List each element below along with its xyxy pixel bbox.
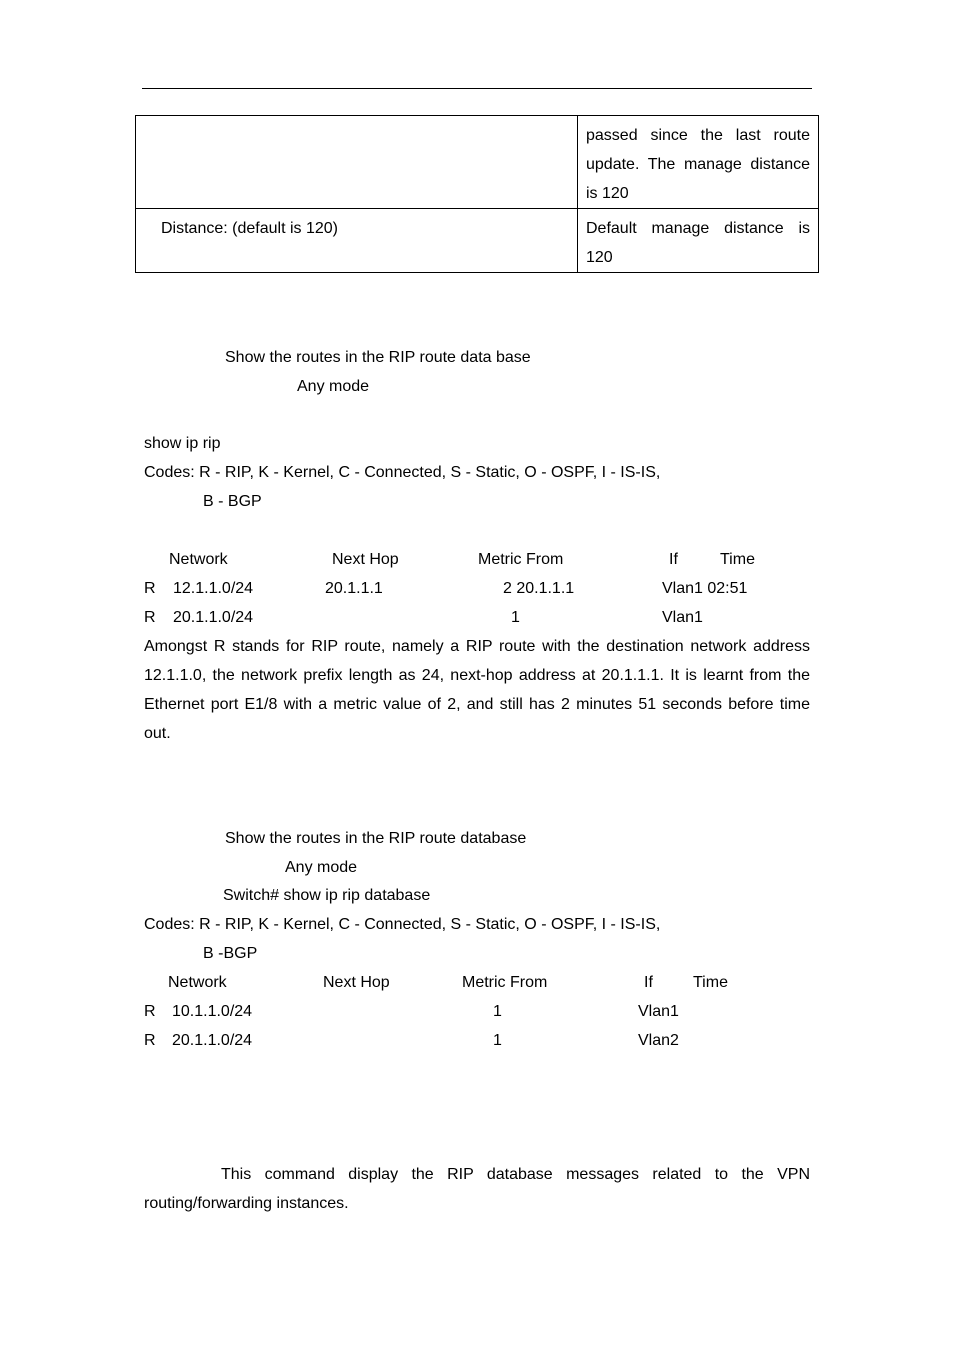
cmd1-header-if: If	[669, 551, 678, 568]
cmd1-codes-line2: B - BGP	[203, 493, 262, 510]
cmd1-mode: Any mode	[297, 378, 370, 395]
route-if: Vlan1	[638, 1003, 679, 1020]
route-network: 20.1.1.0/24	[172, 1032, 253, 1049]
cmd2-header-nexthop: Next Hop	[323, 974, 390, 991]
route-if-time: Vlan1 02:51	[662, 580, 748, 597]
cmd2-function: Show the routes in the RIP route database	[225, 830, 527, 847]
route-nexthop: 20.1.1.1	[325, 580, 383, 597]
cmd1-header-time: Time	[720, 551, 755, 568]
header-rule	[142, 88, 812, 89]
table-row	[136, 209, 819, 273]
cmd1-header-network: Network	[169, 551, 228, 568]
desc-cell: passed since the last route update. The manage distance is 120	[578, 116, 819, 209]
cmd1-explanation: Amongst R stands for RIP route, namely a RIP route with the destination network address 12.1.1.0, the network prefix length as 24, next-hop address at 20.1.1.1. It is learnt from the Ethernet port E1/8 with a metric value of 2, and still has 2 minutes 51 seconds before time out.	[144, 638, 810, 742]
route-network: 12.1.1.0/24	[173, 580, 254, 597]
cmd1-command: show ip rip	[144, 435, 221, 452]
route-metric-from: 2 20.1.1.1	[503, 580, 575, 597]
parameter-table	[135, 115, 819, 273]
cmd1-header-nexthop: Next Hop	[332, 551, 399, 568]
route-network: 20.1.1.0/24	[173, 609, 254, 626]
route-metric-from: 1	[511, 609, 520, 626]
table-row	[136, 116, 819, 209]
route-code: R	[144, 1032, 156, 1049]
route-if-time: Vlan1	[662, 609, 703, 626]
cmd2-mode: Any mode	[285, 859, 358, 876]
route-code: R	[144, 609, 156, 626]
route-if: Vlan2	[638, 1032, 679, 1049]
cmd2-example: Switch# show ip rip database	[223, 887, 431, 904]
cmd2-header-if: If	[644, 974, 653, 991]
desc-cell: Default manage distance is 120	[578, 209, 819, 273]
param-cell	[136, 116, 578, 209]
cmd2-header-network: Network	[168, 974, 227, 991]
route-metric-from: 1	[493, 1003, 502, 1020]
cmd1-header-metric: Metric From	[478, 551, 564, 568]
cmd2-header-metric: Metric From	[462, 974, 548, 991]
route-code: R	[144, 580, 156, 597]
route-network: 10.1.1.0/24	[172, 1003, 253, 1020]
cmd2-codes-line1: Codes: R - RIP, K - Kernel, C - Connected, S - Static, O - OSPF, I - IS-IS,	[144, 916, 661, 933]
param-cell: Distance: (default is 120)	[136, 209, 578, 273]
cmd2-header-time: Time	[693, 974, 728, 991]
cmd1-function: Show the routes in the RIP route data base	[225, 349, 531, 366]
cmd3-usage: This command display the RIP database messages related to the VPN routing/forwarding instances.	[144, 1166, 810, 1212]
route-code: R	[144, 1003, 156, 1020]
cmd1-codes-line1: Codes: R - RIP, K - Kernel, C - Connected, S - Static, O - OSPF, I - IS-IS,	[144, 464, 661, 481]
cmd2-codes-line2: B -BGP	[203, 945, 258, 962]
route-metric-from: 1	[493, 1032, 502, 1049]
